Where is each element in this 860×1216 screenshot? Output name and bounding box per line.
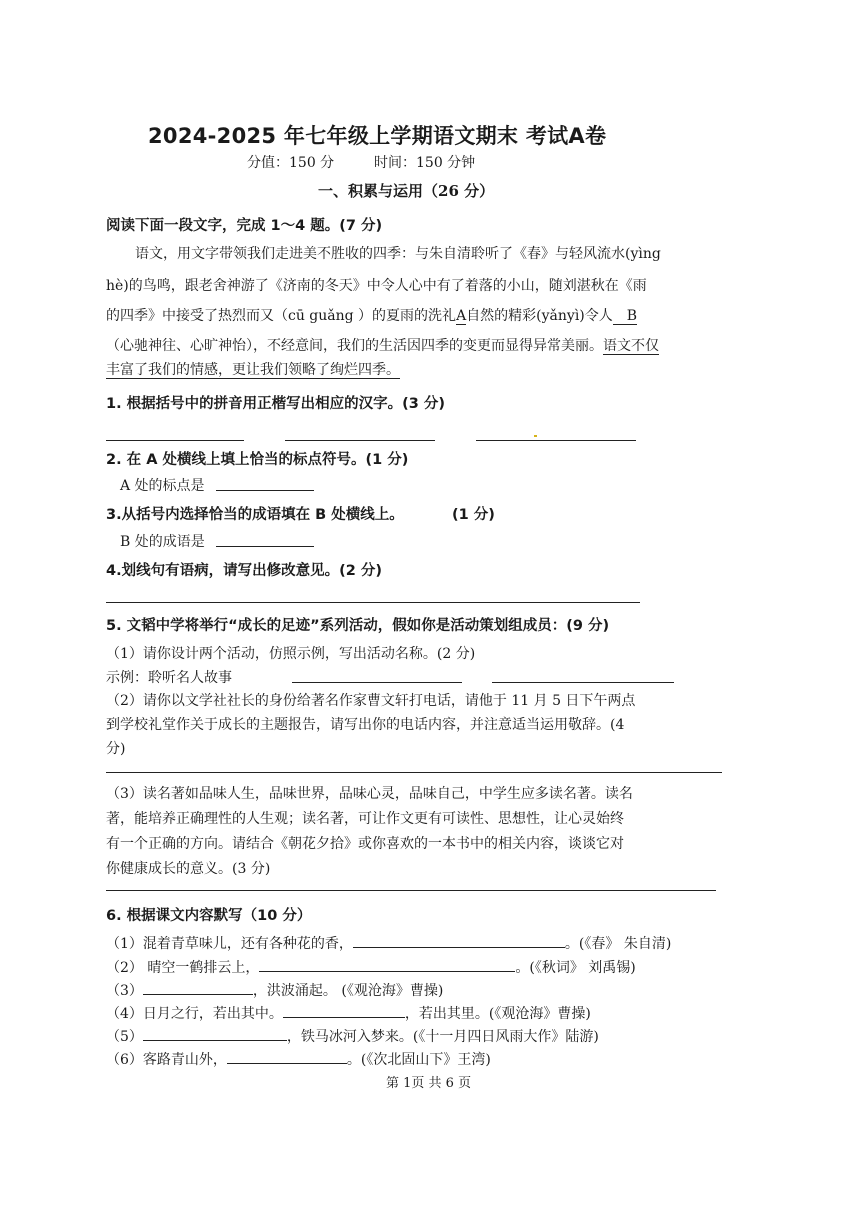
q6-item-4: （4）日月之行，若出其中。 ，若出其里。(《观沧海》曹操) — [106, 1003, 591, 1023]
question-5: 5. 文韬中学将举行“成长的足迹”系列活动，假如你是活动策划组成员：(9 分) — [106, 618, 610, 634]
q1-answer-line-3[interactable] — [476, 440, 636, 441]
q5-part-3-line-2: 著，能培养正确理性的人生观；读名著，可让作文更有可读性、思想性，让心灵始终 — [106, 811, 624, 827]
passage-line-3 — [106, 304, 637, 329]
score-info: 分值：150 分 — [247, 155, 335, 171]
marker-b: B — [613, 308, 637, 325]
q1-answer-line-2[interactable] — [285, 440, 435, 441]
question-3: 3.从括号内选择恰当的成语填在 B 处横线上。 — [106, 507, 404, 523]
q5-part-3-line-1: （3）读名著如品味人生，品味世界，品味心灵，品味自己，中学生应多读名著。读名 — [106, 786, 633, 802]
q6-item-1-blank[interactable] — [353, 933, 565, 948]
underlined-sentence-start: 语文不仅 — [603, 338, 659, 354]
q6-item-6: （6）客路青山外， 。(《次北固山下》王湾) — [106, 1049, 491, 1069]
page-number: 第 1页 共 6 页 — [386, 1076, 472, 1091]
q5-part-2-answer-line[interactable] — [106, 772, 722, 773]
marker-a: A — [456, 308, 467, 324]
q1-answer-line-1[interactable] — [106, 440, 244, 441]
q6-item-1: （1）混着青草味儿，还有各种花的香， 。(《春》 朱自清) — [106, 933, 671, 953]
q5-example: 示例：聆听名人故事 — [106, 670, 232, 686]
q5-part-3-line-4: 你健康成长的意义。(3 分) — [106, 861, 271, 877]
passage-line-1: 语文，用文字带领我们走进美不胜收的四季：与朱自清聆听了《春》与轻风流水(yìng — [135, 246, 661, 262]
time-info: 时间：150 分钟 — [374, 155, 476, 171]
q5-part-2-line-1: （2）请你以文学社社长的身份给著名作家曹文轩打电话，请他于 11 月 5 日下午两点 — [106, 693, 636, 709]
q6-item-3-blank[interactable] — [143, 980, 253, 995]
question-3-points: (1 分) — [452, 507, 495, 523]
passage-line-4-text: （心驰神往、心旷神怡），不经意间，我们的生活因四季的变更而显得异常美丽。 — [106, 338, 603, 354]
reading-instruction: 阅读下面一段文字，完成 1～4 题。(7 分) — [106, 218, 383, 234]
q2-answer-label: A 处的标点是 — [120, 478, 205, 494]
q6-item-4-blank[interactable] — [283, 1003, 405, 1018]
q5-activity-line-2[interactable] — [492, 682, 674, 683]
q6-item-5: （5） ，铁马冰河入梦来。(《十一月四日风雨大作》陆游) — [106, 1026, 599, 1046]
passage-line-5 — [106, 358, 400, 383]
q6-item-2: （2） 晴空一鹤排云上， 。(《秋词》 刘禹锡) — [106, 957, 636, 977]
passage-line-4 — [106, 334, 659, 359]
q5-part-3-answer-line[interactable] — [106, 890, 716, 891]
scan-speck — [534, 435, 537, 437]
question-2: 2. 在 A 处横线上填上恰当的标点符号。(1 分) — [106, 452, 409, 468]
exam-title: 2024-2025 年七年级上学期语文期末 考试A卷 — [148, 124, 607, 148]
q2-answer-line[interactable] — [216, 490, 314, 491]
q6-item-2-blank[interactable] — [259, 957, 515, 972]
q3-answer-line[interactable] — [216, 546, 314, 547]
q5-part-2-line-3: 分) — [106, 741, 126, 757]
passage-line-3-text: 的四季》中接受了热烈而又（cū guǎng ）的夏雨的洗礼 — [106, 308, 457, 324]
question-4: 4.划线句有语病，请写出修改意见。(2 分) — [106, 563, 382, 579]
q6-item-5-blank[interactable] — [143, 1026, 287, 1041]
q5-part-1: （1）请你设计两个活动，仿照示例，写出活动名称。(2 分) — [106, 646, 476, 662]
q6-item-3: （3） ，洪波涌起。 (《观沧海》曹操) — [106, 980, 443, 1000]
q5-part-3-line-3: 有一个正确的方向。请结合《朝花夕拾》或你喜欢的一本书中的相关内容，谈谈它对 — [106, 836, 624, 852]
q4-answer-line[interactable] — [106, 602, 640, 603]
q3-answer-label: B 处的成语是 — [120, 534, 205, 550]
passage-line-2: hè)的鸟鸣，跟老舍神游了《济南的冬天》中令人心中有了着落的小山，随刘湛秋在《雨 — [106, 278, 647, 294]
q5-activity-line-1[interactable] — [292, 682, 462, 683]
q5-part-2-line-2: 到学校礼堂作关于成长的主题报告，请写出你的电话内容，并注意适当运用敬辞。(4 — [106, 717, 625, 733]
q6-item-6-blank[interactable] — [227, 1049, 347, 1064]
section-heading: 一、积累与运用（26 分） — [318, 182, 495, 200]
question-6: 6. 根据课文内容默写（10 分） — [106, 908, 312, 924]
underlined-sentence-end: 丰富了我们的情感，更让我们领略了绚烂四季。 — [106, 362, 400, 378]
passage-line-3-tail: 自然的精彩(yǎnyì)令人 — [466, 308, 613, 324]
question-1: 1. 根据括号中的拼音用正楷写出相应的汉字。(3 分) — [106, 396, 446, 412]
